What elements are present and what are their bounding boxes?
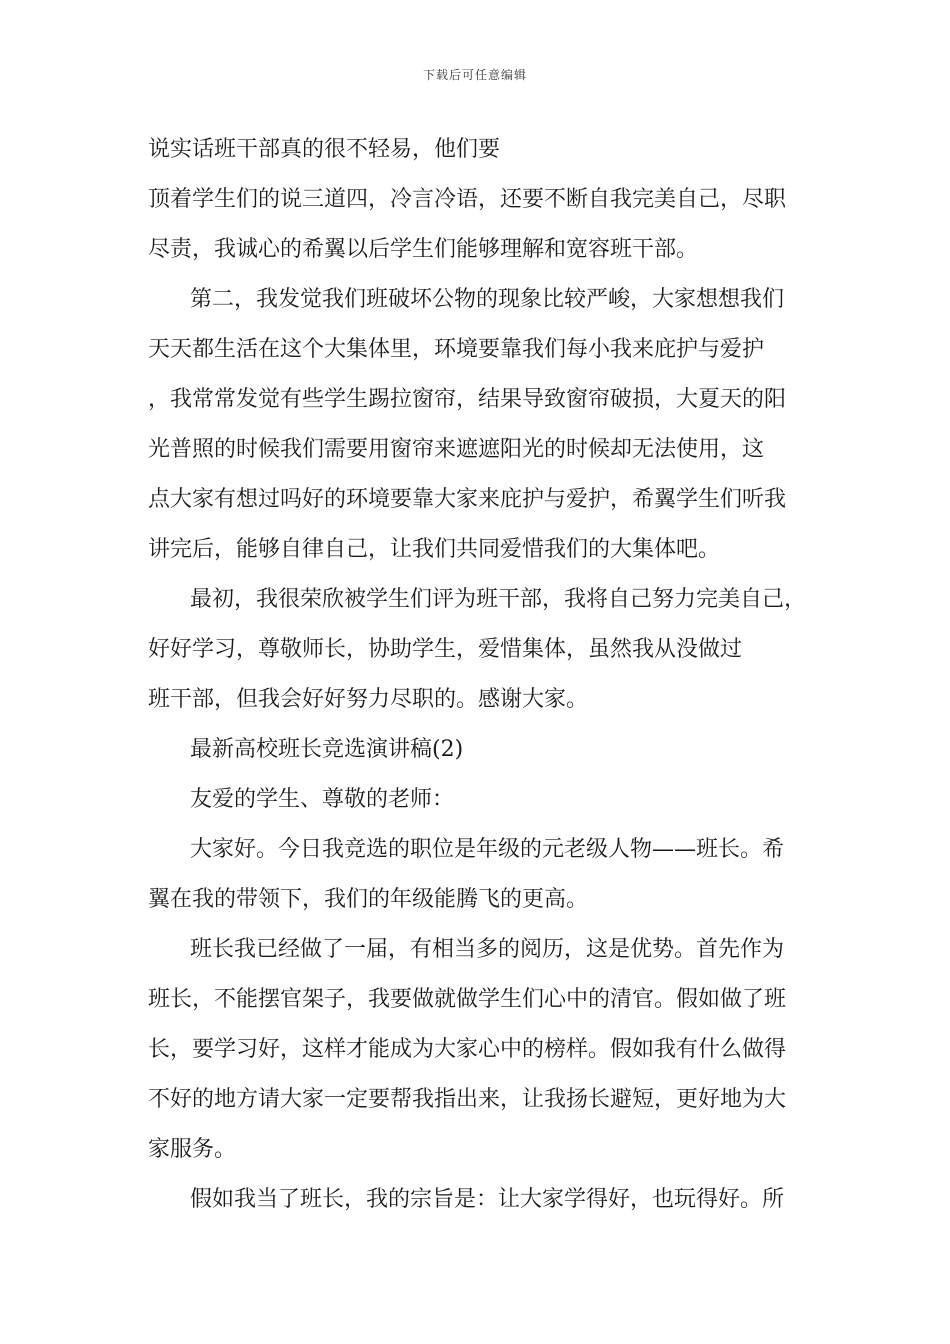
paragraph-start-line: 大家好。今日我竞选的职位是年级的元老级人物——班长。希 — [190, 837, 785, 862]
text-line: 光普照的时候我们需要用窗帘来遮遮阳光的时候却无法使用，这 — [148, 437, 765, 462]
paragraph-start-line: 班长我已经做了一届，有相当多的阅历，这是优势。首先作为 — [190, 937, 785, 962]
paragraph-start-line: 第二，我发觉我们班破坏公物的现象比较严峻，大家想想我们 — [190, 287, 785, 312]
text-line: 家服务。 — [148, 1137, 237, 1162]
text-line: 点大家有想过吗好的环境要靠大家来庇护与爱护，希翼学生们听我 — [148, 487, 787, 512]
text-line: 翼在我的带领下，我们的年级能腾飞的更高。 — [148, 887, 589, 912]
text-line: 班干部，但我会好好努力尽职的。感谢大家。 — [148, 687, 589, 712]
text-line: 不好的地方请大家一定要帮我指出来，让我扬长避短，更好地为大 — [148, 1087, 787, 1112]
text-line: ，我常常发觉有些学生踢拉窗帘，结果导致窗帘破损，大夏天的阳 — [148, 387, 787, 412]
text-line: 尽责，我诚心的希翼以后学生们能够理解和宽容班干部。 — [148, 237, 699, 262]
text-line: 顶着学生们的说三道四，冷言冷语，还要不断自我完美自己，尽职 — [148, 187, 787, 212]
text-line: 长，要学习好，这样才能成为大家心中的榜样。假如我有什么做得 — [148, 1037, 787, 1062]
text-line: 天天都生活在这个大集体里，环境要靠我们每小我来庇护与爱护 — [148, 337, 765, 362]
salutation: 友爱的学生、尊敬的老师： — [190, 787, 455, 812]
page-header: 下载后可任意编辑 — [422, 68, 527, 82]
text-line: 讲完后，能够自律自己，让我们共同爱惜我们的大集体吧。 — [148, 537, 721, 562]
text-line: 好好学习，尊敬师长，协助学生，爱惜集体，虽然我从没做过 — [148, 637, 743, 662]
paragraph-start-line: 最初，我很荣欣被学生们评为班干部，我将自己努力完美自己， — [190, 587, 807, 612]
section-title: 最新高校班长竞选演讲稿(2) — [190, 737, 464, 762]
paragraph-start-line: 假如我当了班长，我的宗旨是：让大家学得好，也玩得好。所 — [190, 1187, 785, 1212]
text-line: 说实话班干部真的很不轻易，他们要 — [148, 137, 501, 162]
text-line: 班长，不能摆官架子，我要做就做学生们心中的清官。假如做了班 — [148, 987, 787, 1012]
